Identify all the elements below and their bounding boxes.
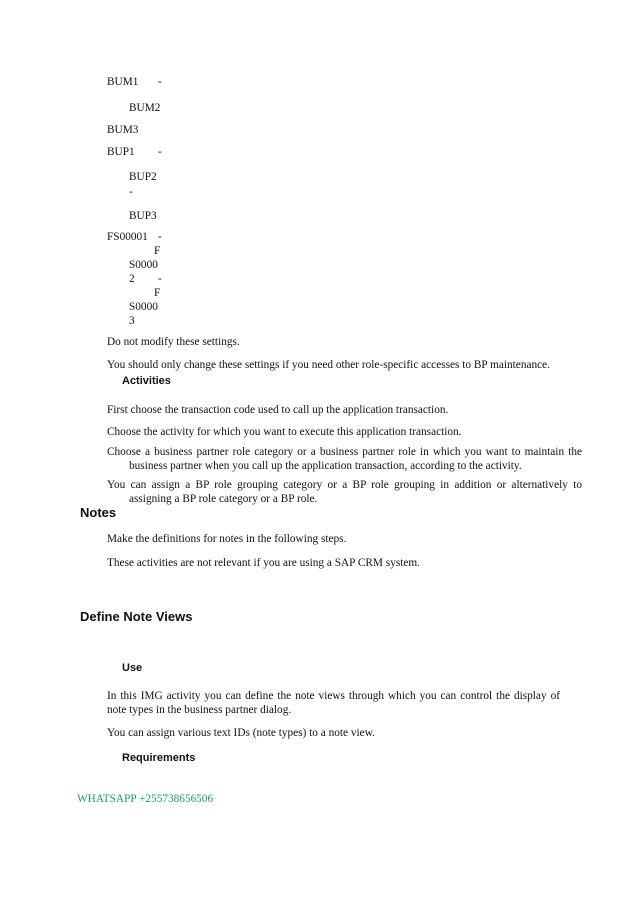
code-dash: - (129, 186, 133, 198)
define-note-views-heading: Define Note Views (80, 609, 193, 624)
code-dash: - (158, 76, 162, 88)
code-fragment: F (154, 245, 161, 257)
code-bum1: BUM1 (107, 76, 139, 88)
code-bup2: BUP2 (129, 171, 157, 183)
paragraph: You can assign a BP role grouping category or a BP role grouping in addition or alternatively to assigning a BP role category or a BP role. (107, 479, 582, 505)
code-fs00001: FS00001 (107, 231, 148, 243)
code-dash: - (158, 146, 162, 158)
paragraph: Do not modify these settings. (107, 336, 240, 348)
code-fragment: 3 (129, 315, 135, 327)
code-fragment: S0000 (129, 259, 158, 271)
whatsapp-contact: WHATSAPP +255738656506 (77, 793, 214, 805)
code-fragment: S0000 (129, 301, 158, 313)
paragraph: In this IMG activity you can define the note views through which you can control the display of note types in the business partner dialog. (107, 690, 560, 716)
code-dash: - (158, 273, 162, 285)
paragraph: These activities are not relevant if you are using a SAP CRM system. (107, 557, 421, 569)
paragraph: Make the definitions for notes in the following steps. (107, 533, 347, 545)
paragraph: First choose the transaction code used to call up the application transaction. (107, 404, 449, 416)
paragraph: Choose the activity for which you want to execute this application transaction. (107, 426, 462, 438)
code-bup1: BUP1 (107, 146, 135, 158)
code-bum2: BUM2 (129, 102, 161, 114)
paragraph: You can assign various text IDs (note types) to a note view. (107, 727, 375, 739)
code-fragment: 2 (129, 273, 135, 285)
notes-heading: Notes (80, 505, 117, 520)
code-bup3: BUP3 (129, 210, 157, 222)
use-heading: Use (122, 662, 143, 674)
code-bum3: BUM3 (107, 124, 139, 136)
requirements-heading: Requirements (122, 752, 196, 764)
paragraph: Choose a business partner role category or a business partner role in which you want to maintain the business partner when you call up the application transaction, according to the activity. (107, 446, 582, 472)
code-fragment: F (154, 287, 161, 299)
code-dash: - (158, 231, 162, 243)
activities-heading: Activities (122, 375, 171, 387)
paragraph: You should only change these settings if you need other role-specific accesses to BP maintenance. (107, 359, 550, 371)
